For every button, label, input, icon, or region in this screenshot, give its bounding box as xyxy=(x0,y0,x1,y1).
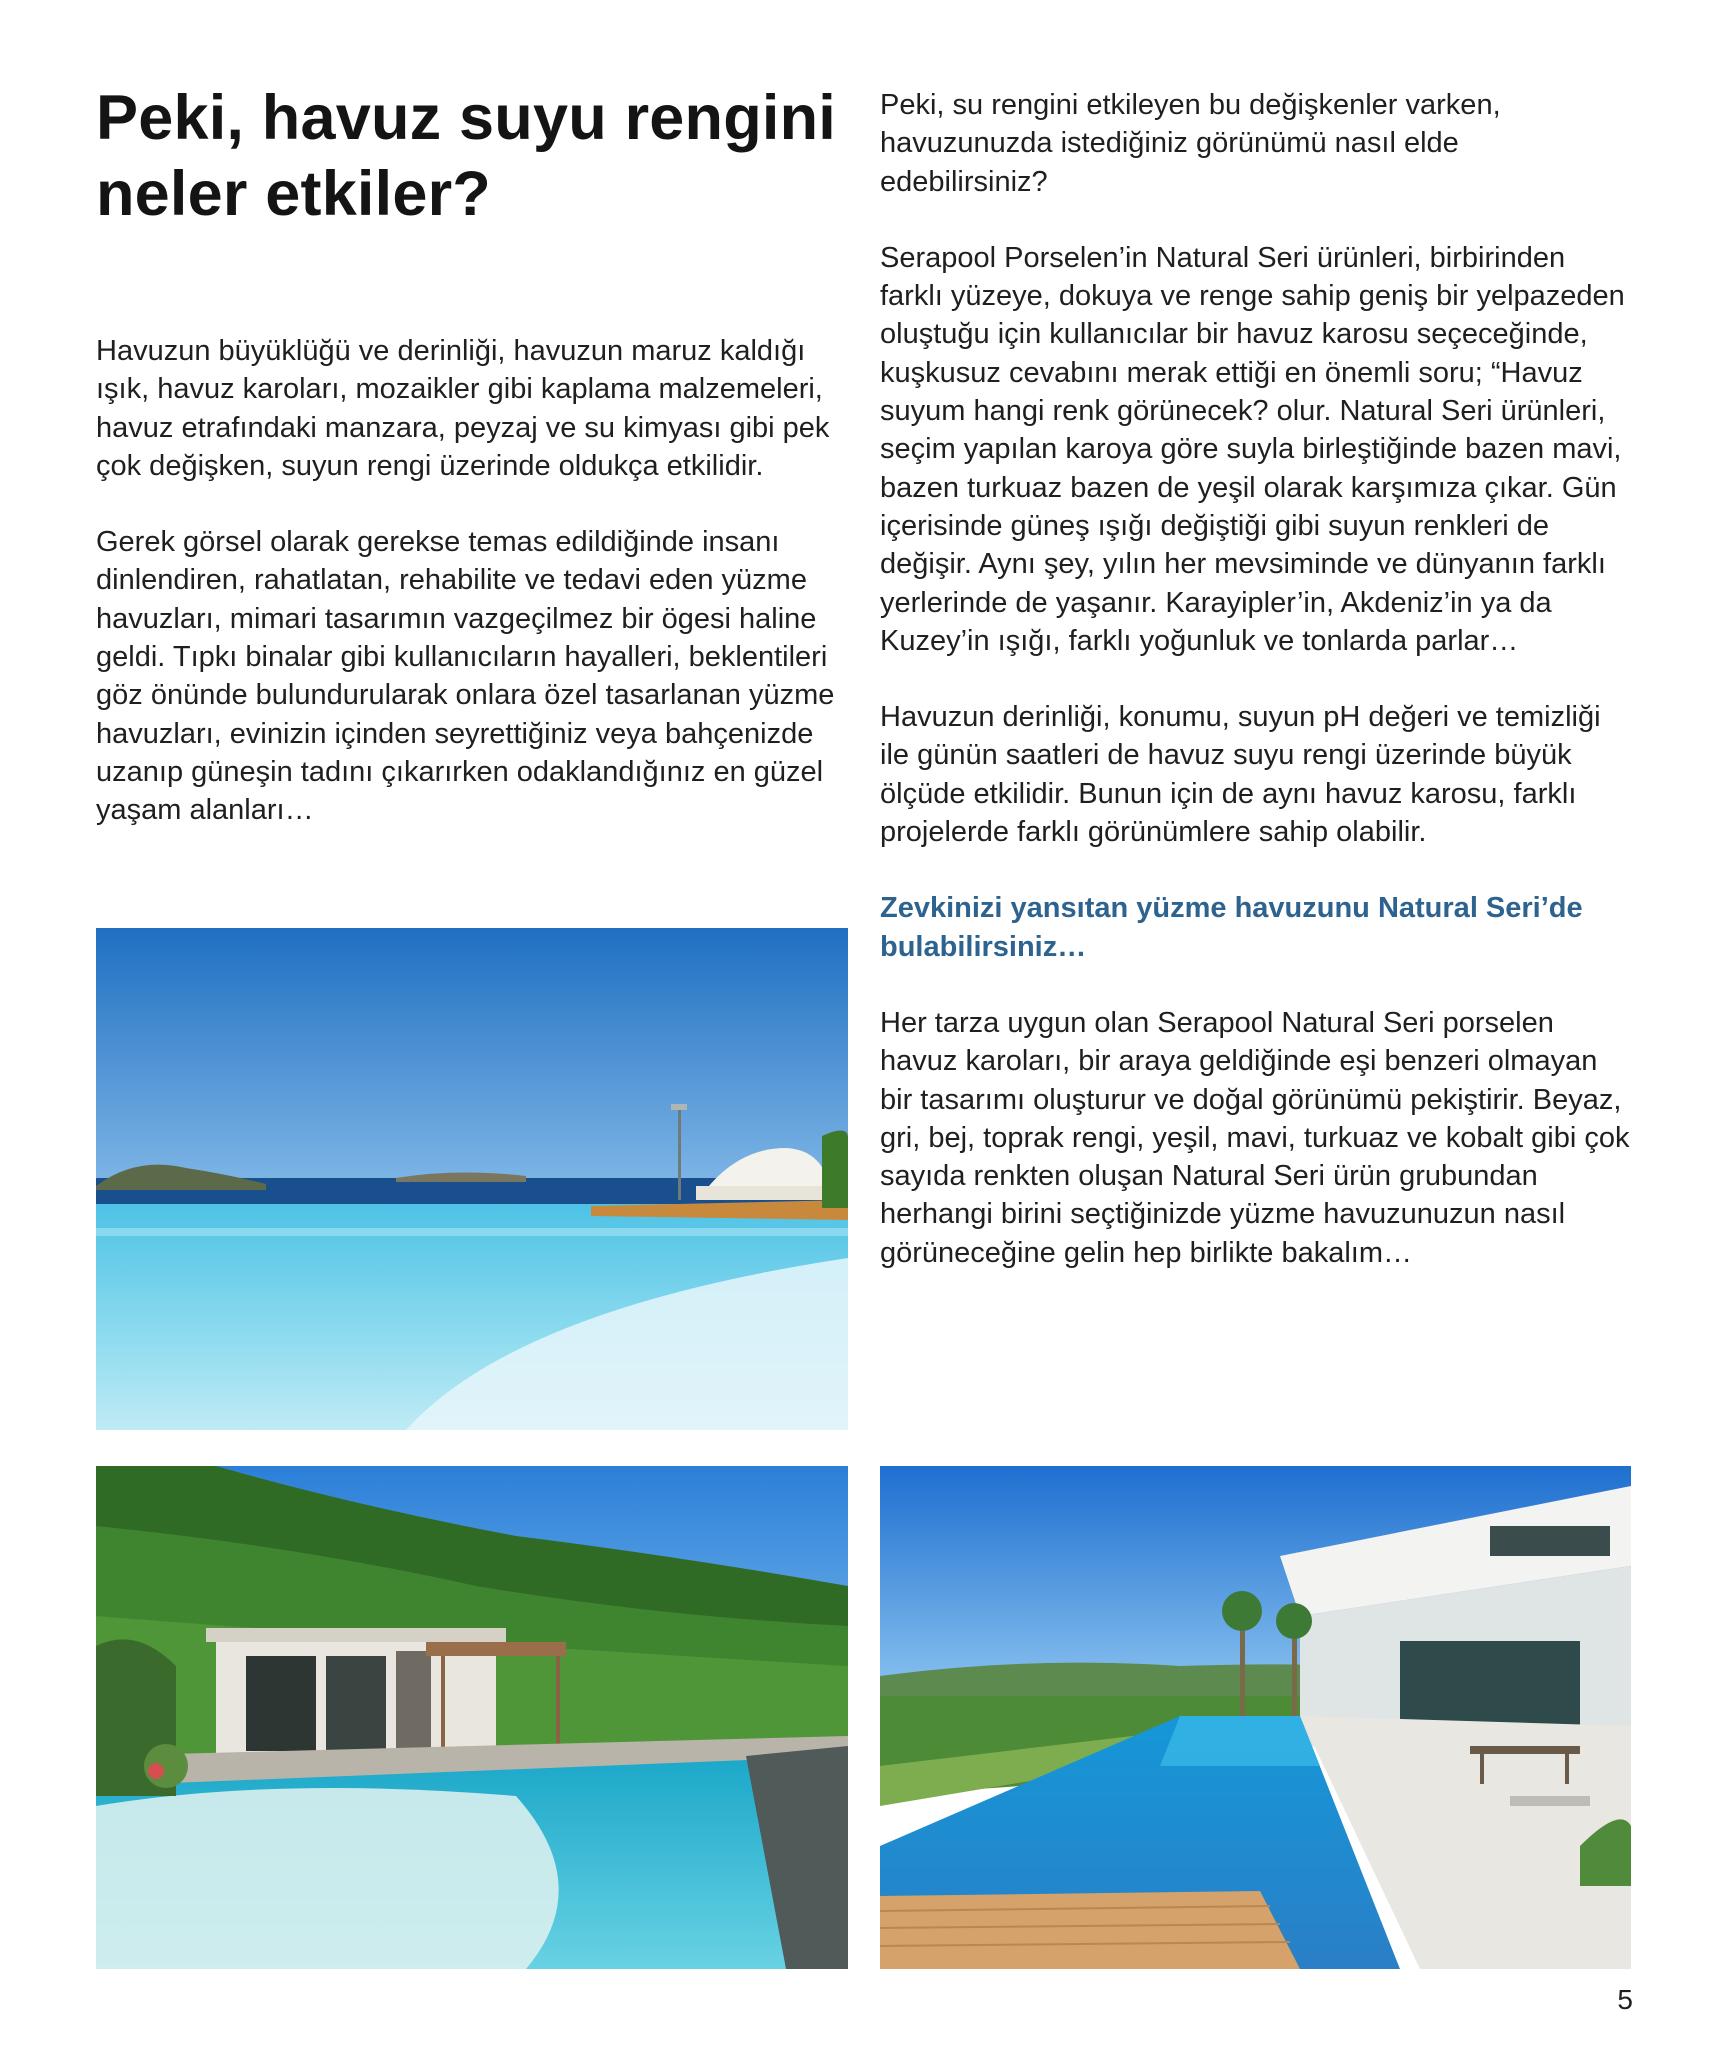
forest-villa-pool-photo xyxy=(96,1466,848,1969)
depth-paragraph: Havuzun derinliği, konumu, suyun pH değeri ve temizliği ile günün saatleri de havuz suyu rengi üzerinde büyük ölçüde etkilidir. Bunun için de aynı havuz karosu, farklı projelerde farklı görünümlere sahip olabilir. xyxy=(880,701,1601,849)
lap-pool-villa-photo xyxy=(880,1466,1631,1969)
sea-view-pool-photo xyxy=(96,928,848,1430)
left-column xyxy=(96,80,848,830)
section-subheading: Zevkinizi yansıtan yüzme havuzunu Natural Seri’de bulabilirsiniz… xyxy=(880,892,1583,963)
right-column xyxy=(880,86,1630,1272)
pools-paragraph: Gerek görsel olarak gerekse temas edildiğinde insanı dinlendiren, rahatlatan, rehabilite ve tedavi eden yüzme havuzları, mimari tasarımın vazgeçilmez bir ögesi haline geldi. Tıpkı binalar gibi kullanıcıların hayalleri, beklentileri göz önünde bulundurularak onlara özel tasarlanan yüzme havuzları, evinizin içinden seyrettiğiniz veya bahçenizde uzanıp güneşin tadını çıkarırken odaklandığınız en güzel yaşam alanları… xyxy=(96,526,835,827)
intro-paragraph: Havuzun büyüklüğü ve derinliği, havuzun maruz kaldığı ışık, havuz karoları, mozaikler gibi kaplama malzemeleri, havuz etrafındaki manzara, peyzaj ve su kimyası gibi pek çok değişken, suyun rengi üzerinde oldukça etkilidir. xyxy=(96,335,830,482)
page-number: 5 xyxy=(1617,1984,1633,2015)
question-paragraph: Peki, su rengini etkileyen bu değişkenler varken, havuzunuzda istediğiniz görünümü nasıl elde edebilirsiniz? xyxy=(880,89,1501,198)
colors-paragraph: Her tarza uygun olan Serapool Natural Seri porselen havuz karoları, bir araya geldiğinde eşi benzeri olmayan bir tasarımı oluşturur ve doğal görünümü pekiştirir. Beyaz, gri, bej, toprak rengi, yeşil, mavi, turkuaz ve kobalt gibi çok sayıda renkten oluşan Natural Seri ürün grubundan herhangi birini seçtiğinizde yüzme havuzunuzun nasıl görüneceğine gelin hep birlikte bakalım… xyxy=(880,1006,1630,1269)
natural-series-paragraph: Serapool Porselen’in Natural Seri ürünleri, birbirinden farklı yüzeye, dokuya ve renge sahip geniş bir yelpazeden oluştuğu için kullanıcılar bir havuz karosu seçeceğinde, kuşkusuz cevabını merak ettiği en önemli soru; “Havuz suyum hangi renk görünecek? olur. Natural Seri ürünleri, seçim yapılan karoya göre suyla birleştiğinde bazen mavi, bazen turkuaz bazen de yeşil olarak karşımıza çıkar. Gün içerisinde güneş ışığı değiştiği gibi suyun renkleri de değişir. Aynı şey, yılın her mevsiminde ve dünyanın farklı yerlerinde de yaşanır. Karayipler’in, Akdeniz’in ya da Kuzey’in ışığı, farklı yoğunluk ve tonlarda parlar… xyxy=(880,241,1625,657)
page-title: Peki, havuz suyu rengini neler etkiler? xyxy=(96,83,837,229)
